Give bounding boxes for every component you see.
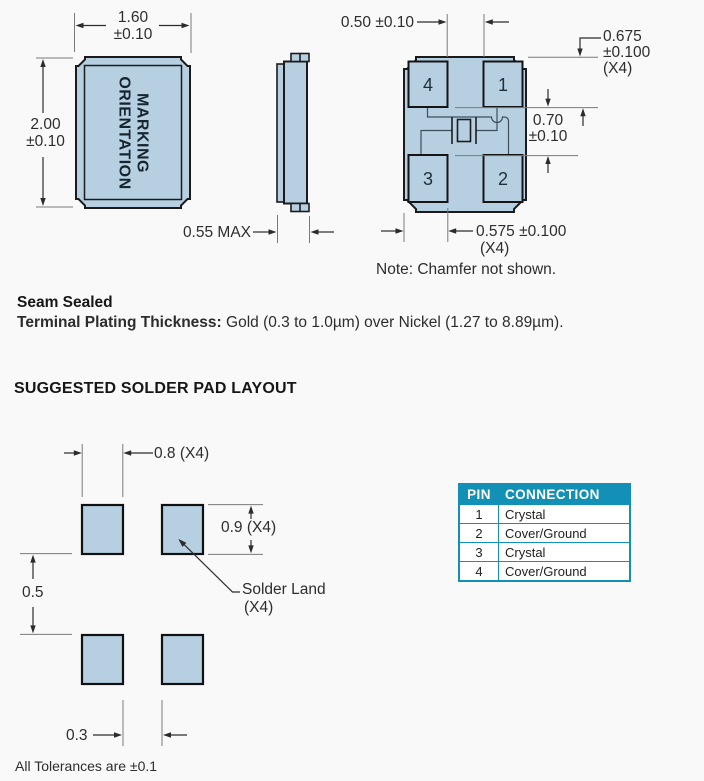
table-row	[459, 543, 630, 562]
dim-center-gap-value: 0.70	[532, 112, 564, 129]
dim-pad-width-qty: (X4)	[480, 240, 510, 257]
marking-line1: MARKING	[134, 92, 151, 173]
connection-cell: Crystal	[499, 505, 631, 524]
side-view	[277, 54, 309, 212]
pin-cell: 2	[459, 524, 499, 543]
dim-pad-height-text	[603, 29, 650, 77]
table-header-row	[459, 484, 630, 505]
pin-cell: 1	[459, 505, 499, 524]
table-row	[459, 524, 630, 543]
dim-pad-height-value: 0.675	[603, 28, 642, 45]
connection-header: CONNECTION	[499, 484, 631, 505]
dim-pad-width-0-575	[381, 208, 473, 242]
chamfer-note: Note: Chamfer not shown.	[376, 261, 557, 278]
dim-gap-text: 0.50 ±0.10	[340, 14, 414, 31]
dim-pad-height-tol: ±0.100	[603, 44, 651, 61]
table-row	[459, 505, 630, 524]
dim-land-width-0-8	[64, 444, 153, 497]
pin-cell: 4	[459, 562, 499, 582]
solder-land-label-line2: (X4)	[244, 599, 274, 616]
dim-land-height-text: 0.9 (X4)	[221, 519, 277, 536]
dim-thickness-0-55	[253, 215, 334, 243]
dim-width-value: 1.60	[117, 9, 149, 26]
pad-number-2: 2	[497, 169, 508, 189]
dim-center-gap-text	[520, 113, 576, 145]
tolerance-note: All Tolerances are ±0.1	[15, 758, 158, 774]
pin-header: PIN	[459, 484, 499, 505]
dim-col-gap-0-3	[93, 700, 187, 746]
dim-height-tol: ±0.10	[26, 133, 65, 150]
side-view-body	[284, 62, 307, 204]
side-view-lid	[277, 64, 284, 202]
solder-pad-layout	[82, 505, 203, 684]
pin-connection-table	[458, 483, 631, 582]
dim-gap-0-50	[417, 14, 509, 57]
pad-number-3: 3	[422, 169, 433, 189]
connection-cell: Crystal	[499, 543, 631, 562]
dim-pad-width-value: 0.575 ±0.100	[476, 223, 567, 240]
marking-orientation	[76, 57, 190, 208]
dim-width-text	[98, 9, 168, 43]
solder-pad-top-left	[82, 505, 123, 554]
dim-land-width-text: 0.8 (X4)	[154, 445, 210, 462]
solder-pad-bottom-right	[162, 635, 203, 684]
pad-number-1: 1	[497, 75, 508, 95]
connection-cell: Cover/Ground	[499, 524, 631, 543]
marking-line2: ORIENTATION	[116, 75, 133, 190]
dim-col-gap-text: 0.3	[66, 727, 88, 744]
connection-cell: Cover/Ground	[499, 562, 631, 582]
solder-land-label-line1: Solder Land	[242, 581, 326, 598]
table-row	[459, 562, 630, 582]
pad-number-4: 4	[422, 75, 433, 95]
dim-height-text	[17, 116, 74, 150]
solder-pad-bottom-left	[82, 635, 123, 684]
dim-row-gap-text: 0.5	[22, 584, 44, 601]
dim-center-gap-tol: ±0.10	[528, 128, 568, 145]
solder-layout-heading: SUGGESTED SOLDER PAD LAYOUT	[14, 380, 297, 397]
dim-width-tol: ±0.10	[113, 26, 153, 43]
seam-sealed-note: Seam Sealed	[17, 294, 113, 311]
dim-pad-height-qty: (X4)	[603, 60, 633, 77]
plating-text: Gold (0.3 to 1.0µm) over Nickel (1.27 to 8.89µm).	[226, 314, 564, 331]
dim-height-value: 2.00	[30, 116, 61, 133]
dim-thickness-text: 0.55 MAX	[182, 224, 251, 241]
plating-note	[17, 314, 564, 331]
pin-cell: 3	[459, 543, 499, 562]
plating-label: Terminal Plating Thickness:	[17, 314, 222, 331]
